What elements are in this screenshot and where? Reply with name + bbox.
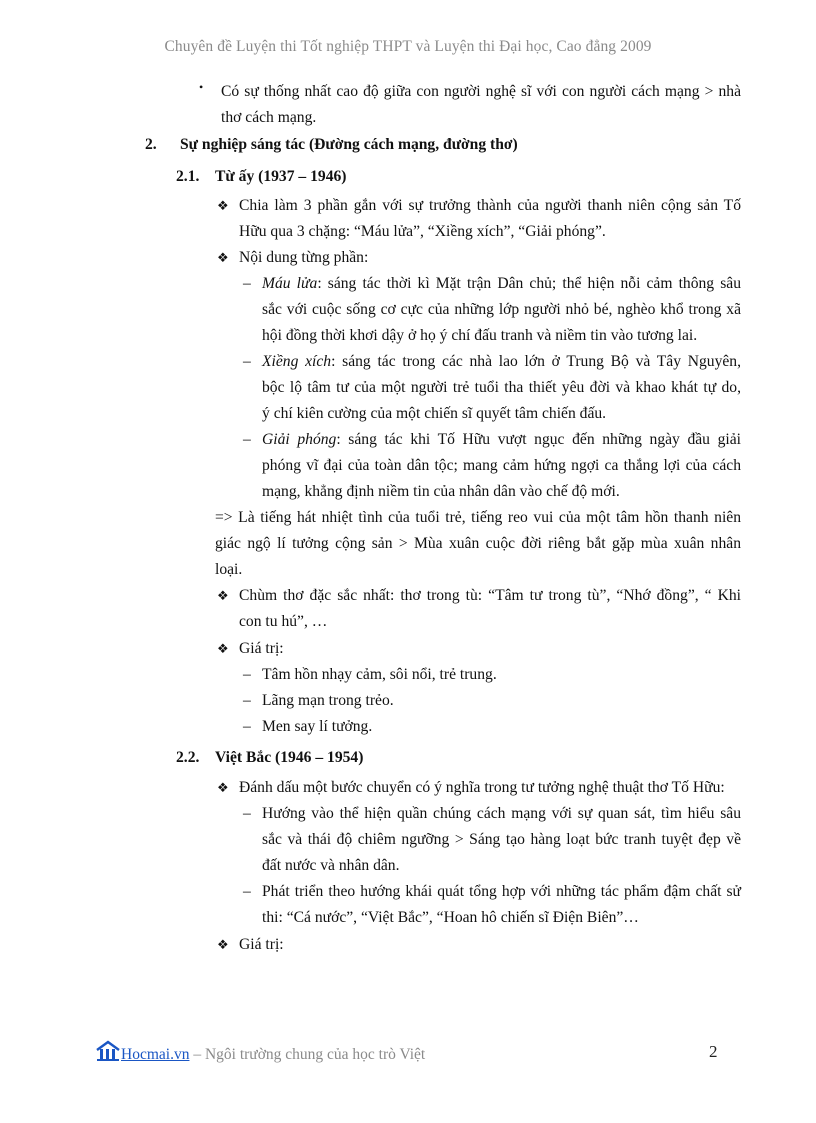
paragraph-line: bộc lộ tâm tư của một người trẻ tuổi tha thiết yêu đời và khao khát tự do, <box>262 379 741 396</box>
paragraph-line: Xiềng xích: sáng tác trong các nhà lao lớn ở Trung Bộ và Tây Nguyên, <box>262 353 741 370</box>
hocmai-logo-icon <box>95 1040 121 1067</box>
paragraph-line: Giá trị: <box>239 936 284 953</box>
paragraph-line: Giải phóng: sáng tác khi Tố Hữu vượt ngục đến những ngày đầu giải <box>262 431 741 448</box>
bullet-line: thơ cách mạng. <box>221 109 317 126</box>
subsection-number: 2.1. <box>176 168 200 185</box>
dash-bullet: – <box>243 666 251 683</box>
paragraph-line: con tu hú”, … <box>239 613 328 630</box>
paragraph-line: => Là tiếng hát nhiệt tình của tuổi trẻ, tiếng reo vui của một tâm hồn thanh niên <box>215 509 741 526</box>
term-italic: Xiềng xích <box>262 353 332 370</box>
paragraph-line: đất nước và nhân dân. <box>262 857 400 874</box>
subsection-title: Từ ấy (1937 – 1946) <box>215 168 347 185</box>
diamond-bullet-icon: ❖ <box>217 937 229 952</box>
section-title: Sự nghiệp sáng tác (Đường cách mạng, đường thơ) <box>180 136 518 153</box>
footer-tagline: – Ngôi trường chung của học trò Việt <box>189 1046 426 1063</box>
paragraph-line: Chùm thơ đặc sắc nhất: thơ trong tù: “Tâm tư trong tù”, “Nhớ đồng”, “ Khi <box>239 587 741 604</box>
dash-bullet: – <box>243 353 251 370</box>
dash-bullet: – <box>243 275 251 292</box>
paragraph-line: mạng, khẳng định niềm tin của nhân dân vào chế độ mới. <box>262 483 620 500</box>
paragraph-line: Nội dung từng phần: <box>239 249 369 266</box>
paragraph-line: thi: “Cá nước”, “Việt Bắc”, “Hoan hô chiến sĩ Điện Biên”… <box>262 909 639 926</box>
paragraph-line: giác ngộ lí tưởng cộng sản > Mùa xuân cuộc đời riêng bắt gặp mùa xuân nhân <box>215 535 741 552</box>
diamond-bullet-icon: ❖ <box>217 250 229 265</box>
paragraph-line: Đánh dấu một bước chuyển có ý nghĩa trong tư tưởng nghệ thuật thơ Tố Hữu: <box>239 779 725 796</box>
diamond-bullet-icon: ❖ <box>217 641 229 656</box>
page-footer <box>95 1040 425 1067</box>
dash-bullet: – <box>243 692 251 709</box>
diamond-bullet-icon: ❖ <box>217 198 229 213</box>
page-header: Chuyên đề Luyện thi Tốt nghiệp THPT và Luyện thi Đại học, Cao đẳng 2009 <box>164 38 652 55</box>
paragraph-line: Phát triển theo hướng khái quát tổng hợp với những tác phẩm đậm chất sử <box>262 883 741 900</box>
paragraph-line: loại. <box>215 561 243 578</box>
paragraph-line: sắc và thái độ chiêm ngưỡng > Sáng tạo hàng loạt bức tranh tuyệt đẹp về <box>262 831 741 848</box>
page-number: 2 <box>709 1042 718 1061</box>
term-italic: Máu lửa <box>262 275 318 292</box>
hocmai-link[interactable]: Hocmai.vn <box>121 1046 190 1063</box>
subsection-title: Việt Bắc (1946 – 1954) <box>215 749 364 766</box>
paragraph-line: sắc với cuộc sống cơ cực của những lớp người nhỏ bé, nghèo khổ trong xã <box>262 301 741 318</box>
bullet-line: Có sự thống nhất cao độ giữa con người nghệ sĩ với con người cách mạng > nhà <box>221 83 741 100</box>
paragraph-line: Chia làm 3 phần gắn với sự trưởng thành của người thanh niên cộng sản Tố <box>239 197 741 214</box>
paragraph-line: ý chí kiên cường của một chiến sĩ quyết tâm chiến đấu. <box>262 405 607 422</box>
list-item: Lãng mạn trong trẻo. <box>262 692 394 709</box>
dash-bullet: – <box>243 883 251 900</box>
diamond-bullet-icon: ❖ <box>217 780 229 795</box>
paragraph-line: Hướng vào thể hiện quần chúng cách mạng với sự quan sát, tìm hiểu sâu <box>262 805 741 822</box>
dash-bullet: – <box>243 431 251 448</box>
bullet-dot: • <box>199 80 204 94</box>
paragraph-line: hội đồng thời khơi dậy ở họ ý chí đấu tranh và niềm tin vào tương lai. <box>262 327 698 344</box>
term-italic: Giải phóng <box>262 431 337 448</box>
list-item: Men say lí tưởng. <box>262 718 373 735</box>
section-number: 2. <box>145 136 157 153</box>
subsection-number: 2.2. <box>176 749 200 766</box>
dash-bullet: – <box>243 718 251 735</box>
paragraph-line: Máu lửa: sáng tác thời kì Mặt trận Dân chủ; thể hiện nỗi cảm thông sâu <box>262 275 741 292</box>
list-item: Tâm hồn nhạy cảm, sôi nổi, trẻ trung. <box>262 666 497 683</box>
diamond-bullet-icon: ❖ <box>217 588 229 603</box>
paragraph-line: Giá trị: <box>239 640 284 657</box>
paragraph-line: phóng vĩ đại của toàn dân tộc; mang cảm hứng ngợi ca thắng lợi của cách <box>262 457 741 474</box>
paragraph-line: Hữu qua 3 chặng: “Máu lửa”, “Xiềng xích”, “Giải phóng”. <box>239 223 606 240</box>
dash-bullet: – <box>243 805 251 822</box>
